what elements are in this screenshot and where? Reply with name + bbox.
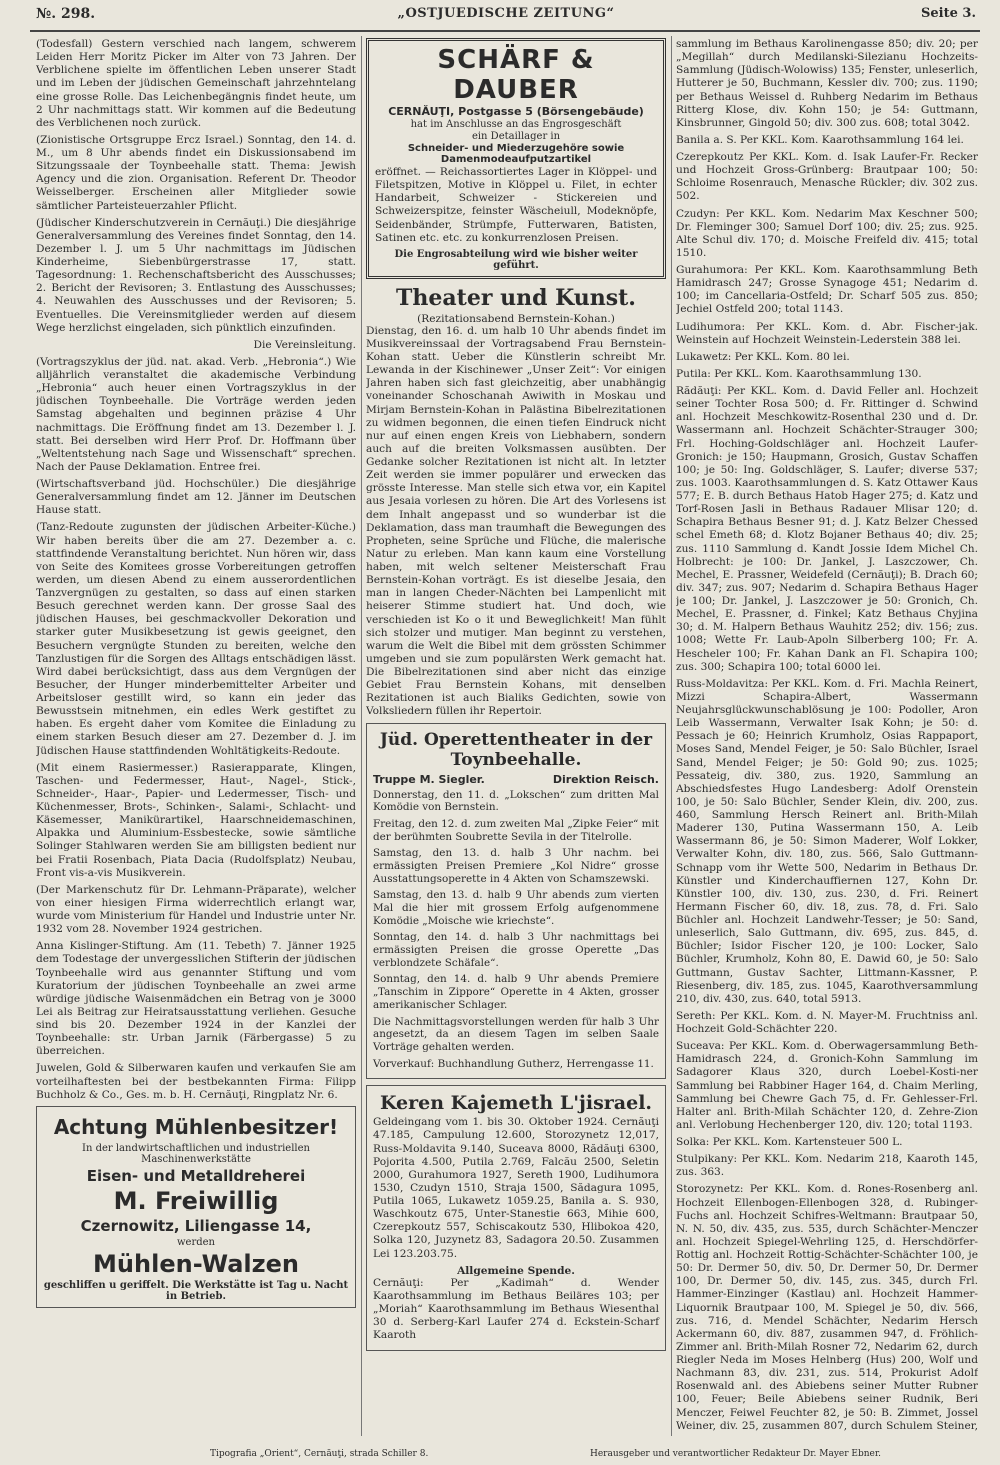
section-subtitle: Allgemeine Spende.	[457, 1264, 575, 1277]
ad-text: Schneider- und Miederzugehöre sowie Damenmodeaufputzartikel	[407, 143, 625, 165]
donation-entry: sammlung im Bethaus Karolinengasse 850; div. 20; per „Megillah“ durch Medilanski-Silezianu Hochzeits-Sammlung (Jüdisch-Wolowiss) 135; Fenster, unleserlich, Hutterer je 50, Buchmann, Kessler div. 700; zus. 1190; per Bethaus Weissel d. Ruhberg Nedarim im Bethaus Ritterg Klose, div. Kohn 150; je 54: Guttmann, Kinsbrunner, Gingold 50; div. 300 zus. 608; total 3042.	[676, 38, 978, 129]
ad-text: ein Detaillager in	[471, 131, 561, 142]
left-column	[36, 38, 356, 1433]
donation-entry: Rădăuţi: Per KKL. Kom. d. David Feller anl. Hochzeit seiner Tochter Rosa 500; d. Fr. Rittinger d. Schwind anl. Hochzeit Meschkowitz-Rosenthal 230 und d. Dr. Wassermann anl. Hochzeit Schächter-Strauger 300; Frl. Hoching-Goldschläger anl. Hochzeit Laufer-Gronich: je 150; Haupmann, Grosich, Gustav Schaffen 100; je 50: Ing. Goldschläger, S. Laufer; diverse 537; zus. 1003. Kaarothsammlungen d. S. Katz Ottawer Kaus 577; E. B. durch Bethaus Hatob Hager 275; d. Katz und Torf-Rosen Jasli in Bethaus Radauer Mlisar 120; d. Schapira Bethaus Besner 91; d. J. Katz Belzer Chessed schel Emeth 68; d. Klotz Bojaner Bethaus 40; div. 25; zus. 1110 Sammlung d. Kandt Jossie Idem Michel Ch. Holbrecht: je 100: Dr. Jankel, J. Laszczower, Ch. Mechel, E. Prassner, Weidefeld (Cernăuţi); B. Drach 60; div. 347; zus. 907; Nedarim d. Schapira Bethaus Hager je 100; Dr. Jankel, J. Laszczower je 50: Gronich, Ch. Mechel, E. Prassner, d. Finkel; Katz Bethaus Chyjina 30; d. M. Halpern Bethaus Wauhitz 252; div. 156; zus. 1008; Wette Fr. Laub-Apoln Silberberg 100; Fr. A. Hescheler 100; Fr. Kahan Dank an Fl. Schapira 100; zus. 300; Schapira 100; total 6000 lei.	[676, 385, 978, 673]
news-item: (Wirtschaftsverband jüd. Hochschüler.) Die diesjährige Generalversammlung findet am 12. Jänner im Deutschen Hause statt.	[36, 478, 356, 517]
section-title: Theater und Kunst.	[396, 284, 636, 311]
news-item: (Zionistische Ortsgruppe Ercz Israel.) Sonntag, den 14. d. M., um 8 Uhr abends findet ein Diskussionsabend im Sitzungssaale der Toynbeehalle statt. Thema: Jewish Agency und die zion. Organisation. Referent Dr. Theodor Weisselberger. Erscheinen aller Mitglieder sowie sämtlicher Parteisteuerzahler Pflicht.	[36, 133, 356, 212]
program-item: Vorverkauf: Buchhandlung Gutherz, Herrengasse 11.	[373, 1057, 654, 1070]
advertisement-scharf-dauber	[366, 38, 666, 279]
right-column	[676, 38, 978, 1433]
donation-entry: Russ-Moldavitza: Per KKL. Kom. d. Fri. Machla Reinert, Mizzi Schapira-Albert, Wassermann Neujahrsglückwunschablösung je 100: Podoller, Aron Leib Wassermann, Verwalter Isak Kohn; je 50: d. Pessach je 60; Heinrich Krumholz, Osias Rappaport, Moses Sand, Mendel Feiger, je 50: Salo Büchler, Israel Sand, Mendel Feiger; je 50: Gold 90; zus. 1025; Pessateig, div. 380, zus. 1920, Sammlung an Abschiedsfestes Hugo Landesberg: Adolf Orenstein 100, je 50: Salo Büchler, Sender Klein, div. 200, zus. 460, Sammlung Hersch Reinert anl. Brith-Milah Maderer 130, Putina Wassermann 150, A. Leib Wassermann 86, je 50: Simon Maderer, Wolf Lokker, Verwalter Kohn, div. 180, zus. 566, Salo Guttmann-Schnapp vom ihr Wette 500, Nedarim in Bethaus Dr. Künstler und Kinderchauffiernen 127, Kohn Dr. Künstler 100, div. 130, zus. 230, d. Fri. Reinert Hermann Fischer 60, div. 18, zus. 78, d. Fri. Salo Büchler anl. Hochzeit Landwehr-Tesser; je 50: Sand, unleserlich, Salo Guttmann, div. 695, zus. 845, d. Büchler; Isidor Fischer 120, je 100: Locker, Salo Büchler, Krumholz, Kohn 80, E. Dawid 60, je 50: Salo Guttmann, Gustav Sachter, Littmann-Kassner, P. Riesenberg, div. 185, zus. 1045, Kaarothversammlung 210, div. 430, zus. 640, total 5913.	[676, 677, 978, 1005]
donation-entry: Putila: Per KKL. Kom. Kaarothsammlung 130.	[676, 367, 922, 380]
page-header	[36, 6, 976, 28]
ad-product: Mühlen-Walzen	[93, 1249, 299, 1278]
ad-address: Czernowitz, Liliengasse 14,	[80, 1216, 312, 1235]
donation-list: Cernăuţi: Per „Kadimah“ d. Wender Kaarothsammlung im Bethaus Beiläres 103; per „Moriah“ Kaarothsammlung im Bethaus Wiesenthal 30 d. Serberg-Karl Laufer 274 d. Eckstein-Scharf Kaaroth	[373, 1276, 659, 1342]
donation-list: Geldeingang vom 1. bis 30. Oktober 1924. Cernăuţi 47.185, Campulung 12.600, Storozynetz 12,017, Russ-Moldavita 9.140, Suceava 8000, Rădăuţi 6300, Pojorita 4.500, Putila 2.769, Falcău 2500, Seletin 2000, Gurahumora 1927, Sereth 1900, Ludihumora 1530, Czudyn 1510, Straja 1500, Sădagura 1095, Putila 1065, Lukawetz 1059.25, Banila a. S. 930, Waschkoutz 675, Unter-Stanestie 663, Mihie 600, Czerepkoutz 557, Schiscakoutz 530, Hlibokoa 420, Solka 120, Juzynetz 83, Sadagora 20.50. Zusammen Lei 123.203.75.	[373, 1116, 659, 1260]
issue-number: №. 298.	[36, 6, 96, 22]
advertisement-freiwillig	[36, 1106, 356, 1308]
program-item: Die Nachmittagsvorstellungen werden für halb 3 Uhr angesetzt, da an diesem Tagen im selben Saale Vorträge gehalten werden.	[373, 1015, 659, 1053]
section-subtitle: (Rezitationsabend Bernstein-Kohan.)	[417, 312, 615, 325]
ad-company-name: SCHÄRF & DAUBER	[437, 45, 595, 105]
donation-entry: Storozynetz: Per KKL. Kom. d. Rones-Rosenberg anl. Hochzeit Ellenbogen-Ellenbogen 328, d. Rubinger-Fuchs anl. Hochzeit Schifres-Weltmann: Brautpaar 50, N. N. 50, div. 435, zus. 535, durch Schächter-Menczer anl. Hochzeit Spiegel-Wehrling 125, d. Herschdörfer-Rottig anl. Hochzeit Rottig-Schächter-Schächter 100, je 50: Dr. Dermer 50, div. 50, Dr. Dermer 50, Dr. Dermer 100, Dr. Dermer 50, div. 145, zus. 345, durch Frl. Hammer-Einzinger (Kastlau) anl. Hochzeit Hammer-Liquornik Brautpaar 100, M. Spiegel je 50, div. 566, zus. 716, d. Mendel Schächter, Nedarim Hersch Ackermann 60, div. 887, zusammen 947, d. Fröhlich-Zimmer anl. Brith-Milah Rosner 72, Nedarim 62, durch Riegler Neda im Moses Helnberg (Hus) 200, Wolf und Nachmann 83, div. 231, zus. 514, Prokurist Adolf Rosenwald anl. des Abiebens seiner Mutter Rubner 100, Feuer; Beile Abiebens seiner Rudnik, Beri Menczer, Feiwel Feuchter 82, je 50: B. Zimmet, Jossel Weiner, div. 25, zusammen 807, durch Schulem Steiner,	[676, 1183, 978, 1432]
donation-entry: Solka: Per KKL. Kom. Kartensteuer 500 L.	[676, 1136, 903, 1148]
ad-address: CERNĂUŢI, Postgasse 5 (Börsengebäude)	[388, 105, 644, 118]
ad-text: werden	[176, 1236, 216, 1248]
header-rule	[30, 30, 980, 32]
ad-text: geschliffen u geriffelt. Die Werkstätte ist Tag u. Nacht in Betrieb.	[43, 1279, 349, 1302]
ad-body: eröffnet. — Reichassortiertes Lager in Klöppel- und Filetspitzen, Motive in Klöppel u. Filet, in echter Handarbeit, Schweizer - Stickereien und Schweizerspitze, feinster Wäscheiull, Modeknöpfe, Seidenbänder, Strümpfe, Futterwaren, Batisten, Satinen etc. etc. zu konkurrenzlosen Preisen.	[375, 166, 657, 244]
direction-name: Direktion Reisch.	[552, 772, 659, 786]
news-item: (Tanz-Redoute zugunsten der jüdischen Arbeiter-Küche.) Wir haben bereits über die am 27. Dezember a. c. stattfindende Veranstaltung berichtet. Nun hören wir, dass von Seite des Komitees grosse Vorbereitungen getroffen werden, um diesen Abend zu einem ausserordentlichen Tanzvergnügen zu gestalten, so dass auf einen starken Besuch gerechnet werden kann. Der grosse Saal des jüdischen Hauses, bei geschmackvoller Dekoration und starker guter Musikbesetzung ist gewis geeignet, den Besuchern vergnügte Stunden zu bereiten, welche den Tanzlustigen für die Sorgen des Alltags entschädigen lässt. Wird dabei berücksichtigt, dass aus dem Vergnügen der Besucher, der Hunger minderbemittelter Arbeiter und Arbeitsloser gestillt wird, so kann ein jeder das Bewusstsein mitnehmen, ein edles Werk gestiftet zu haben. Es ergeht daher vom Komitee die Einladung zu einem starken Besuch dieser am 27. Dezember d. J. im Jüdischen Hause stattfindenden Wohltätigkeits-Redoute.	[36, 521, 356, 757]
program-item: Samstag, den 13. d. halb 3 Uhr nachm. bei ermässigten Preisen Premiere „Kol Nidre“ grosse Ausstattungsoperette in 4 Akten von Schamszewski.	[373, 847, 659, 885]
news-item: (Der Markenschutz für Dr. Lehmann-Präparate), welcher von einer hiesigen Firma widerrechtlich erlangt war, wurde vom Ministerium für Handel und Industrie unter Nr. 1932 vom 28. November 1924 gestrichen.	[36, 883, 356, 936]
troupe-name: Truppe M. Siegler.	[373, 772, 485, 786]
article-body: Dienstag, den 16. d. um halb 10 Uhr abends findet im Musikvereinssaal der Vortragsabend Frau Bernstein-Kohan statt. Ueber die Künstlerin schreibt Mr. Lewanda in der Kischinewer „Unser Zeit“: Vor einigen Jahren haben sich fast gleichzeitig, aber unabhängig voneinander Schoschanah Awiwith in Moskau und Mirjam Bernstein-Kohan in Palästina Bibelrezitationen zu widmen begonnen, die einen tiefen Eindruck nicht nur auf einen engen Kreis von Liebhabern, sondern auch auf die breiten Volksmassen ausübten. Der Gedanke solcher Rezitationen ist nicht alt. In letzter Zeit werden sie immer populärer und erwecken das grösste Interesse. Man stelle sich etwa vor, ein Kapitel aus Jesaia vorlesen zu hören. Die Art des Vorlesens ist dem Inhalt angepasst und so wunderbar ist die Deklamation, dass man traumhaft die Bewegungen des Propheten, seine Sprüche und Flüche, die malerische Natur zu erleben. Man kann kaum eine Vorstellung haben, mit welch seltener Meisterschaft Frau Bernstein-Kohan vorträgt. Es ist dieselbe Jesaia, den man in langen Cheder-Nächten bei Lampenlicht mit heiserer Stimme studiert hat. Und doch, wie verschieden ist Ko o it und Beweglichkeit! Man fühlt sich stolzer und mutiger. Man beginnt zu verstehen, warum die Welt die Bibel mit dem grössten Schimmer umgeben und sie zum populärsten Werk gemacht hat. Die Bibelrezitationen sind aber nicht das einzige Gebiet Frau Bernstein Kohans, mit denselben Rezitationen ist auch Bialiks Gedichten, sowie von Volksliedern füllen ihr Repertoir.	[366, 324, 666, 718]
program-item: Sonntag, den 14. d. halb 3 Uhr nachmittags bei ermässigten Preisen die grosse Operette „Das verblondzete Schäfale“.	[373, 931, 659, 969]
news-signature: Die Vereinsleitung.	[253, 338, 356, 351]
donation-entry: Gurahumora: Per KKL. Kom. Kaarothsammlung Beth Hamidrasch 247; Grosse Synagoge 451; Nedarim d. 100; im Cancellaria-Ostfeld; Dr. Scharf 505 zus. 850; Jechiel Ostfeld 200; total 1143.	[676, 264, 978, 316]
ad-text: Eisen- und Metalldreherei	[86, 1166, 306, 1185]
news-item: Juwelen, Gold & Silberwaren kaufen und verkaufen Sie am vorteilhaftesten bei der bestbekannten Firma: Filipp Buchholz & Co., Ges. m. b. H. Cernăuţi, Ringplatz Nr. 6.	[36, 1062, 356, 1101]
ad-title: Achtung Mühlenbesitzer!	[53, 1114, 339, 1139]
ad-text: hat im Anschlusse an das Engrosgeschäft	[410, 119, 622, 130]
news-item: (Jüdischer Kinderschutzverein in Cernăuţi.) Die diesjährige Generalversammlung des Vereines findet Sonntag, den 14. Dezember l. J. um 5 Uhr nachmittags im Jüdischen Kinderheime, Siebenbürgerstrasse 17, statt. Tagesordnung: 1. Rechenschaftsbericht des Ausschusses; 2. Bericht der Revisoren; 3. Entlastung des Ausschusses; 4. Neuwahlen des Ausschusses und der Revisoren; 5. Eventuelles. Die Vereinsmitglieder werden auf diesem Wege herzlichst eingeladen, sich pünktlich einzufinden.	[36, 216, 356, 334]
operette-program	[366, 723, 666, 1080]
section-title: Keren Kajemeth L'jisrael.	[379, 1092, 653, 1115]
donation-entry: Ludihumora: Per KKL. Kom. d. Abr. Fischer-jak. Weinstein auf Hochzeit Weinstein-Lederstein 388 lei.	[676, 320, 978, 346]
news-item: (Todesfall) Gestern verschied nach langem, schwerem Leiden Herr Moritz Picker im Alter von 73 Jahren. Der Verblichene spielte im öffentlichen Leben unserer Stadt und im Leben der jüdischen Gemeinschaft jahrzehntelang eine grosse Rolle. Das Leichenbegängnis findet heute, um 2 Uhr nachmittags statt. Wir kommen auf die Bedeutung des Verblichenen noch zurück.	[36, 38, 356, 129]
donation-entry: Sereth: Per KKL. Kom. d. N. Mayer-M. Fruchtniss anl. Hochzeit Gold-Schächter 220.	[676, 1009, 978, 1035]
ad-text: In der landwirtschaftlichen und industriellen Maschinenwerkstätte	[82, 1142, 310, 1165]
donation-entry: Banila a. S. Per KKL. Kom. Kaarothsammlung 164 lei.	[676, 133, 964, 146]
program-item: Sonntag, den 14. d. halb 9 Uhr abends Premiere „Tanschim in Zippore“ Operette in 4 Akten, grosser amerikanischer Schlager.	[373, 973, 659, 1011]
column-divider	[671, 36, 672, 1436]
ad-company-name: M. Freiwillig	[113, 1186, 279, 1215]
news-item: (Vortragszyklus der jüd. nat. akad. Verb. „Hebronia“.) Wie alljährlich veranstaltet die akademische Verbindung „Hebronia“ auch heuer einen Vortragszyklus in der jüdischen Toynbeehalle. Die Vorträge werden jeden Samstag abgehalten und beginnen präzise 4 Uhr nachmittags. Die Eröffnung findet am 13. Dezember l. J. statt. Bei derselben wird Herr Prof. Dr. Hoffmann über „Weltentstehung nach Sage und Wissenschaft“ sprechen. Nach der Pause Deklamation. Entree frei.	[36, 355, 356, 473]
program-item: Donnerstag, den 11. d. „Lokschen“ zum dritten Mal Komödie von Bernstein.	[373, 788, 659, 814]
news-item: Anna Kislinger-Stiftung. Am (11. Tebeth) 7. Jänner 1925 dem Todestage der unvergesslichen Stifterin der jüdischen Toynbeehalle wird aus genannter Stiftung und vom Kuratorium der jüdischen Toynbeehalle an zwei arme würdige jüdische Waisenmädchen ein Betrag von je 3000 Lei als Beitrag zur Heiratsausstattung verliehen. Gesuche sind bis 20. Dezember 1924 in der Kanzlei der Toynbeehalle: str. Urban Jarnik (Färbergasse) 5 zu überreichen.	[36, 940, 356, 1058]
printer-line: Tipografia „Orient“, Cernăuţi, strada Schiller 8.	[210, 1449, 429, 1459]
donation-entry: Suceava: Per KKL. Kom. d. Oberwagersammlung Beth-Hamidrasch 224, d. Gronich-Kohn Sammlung im Sadagorer Klaus 320, durch Loebel-Kosti-ner Sammlung bei Rabbiner Hager 164, d. Chaim Merling, Sammlung bei Chewre Gach 75, d. Fr. Gehlesser-Frl. Halter anl. Brith-Milah Schächter 120, d. Zehre-Zion anl. Verlobung Hechenberger 120, div. 120; total 1193.	[676, 1040, 978, 1131]
program-item: Samstag, den 13. d. halb 9 Uhr abends zum vierten Mal die hier mit grossem Erfolg aufgenommene Komödie „Moische wie kriechste“.	[373, 889, 659, 927]
keren-kajemeth-box	[366, 1085, 666, 1351]
donation-entry: Lukawetz: Per KKL. Kom. 80 lei.	[676, 350, 850, 363]
donation-entry: Czerepkoutz Per KKL. Kom. d. Isak Laufer-Fr. Recker und Hochzeit Gross-Grünberg: Brautpaar 100; 50: Schloime Rosenrauch, Menasche Rückler; div. 302 zus. 502.	[676, 151, 978, 203]
program-title: Jüd. Operettentheater in der Toynbeehalle.	[379, 729, 653, 770]
newspaper-title: „OSTJUEDISCHE ZEITUNG“	[397, 6, 615, 21]
donation-entry: Czudyn: Per KKL. Kom. Nedarim Max Keschner 500; Dr. Fleminger 300; Samuel Dorf 100; div. 25; zus. 925. Alte Schul div. 170; d. Moische Freifeld div. 415; total 1510.	[676, 207, 978, 259]
middle-column	[366, 38, 666, 1433]
program-item: Freitag, den 12. d. zum zweiten Mal „Zipke Feier“ mit der berühmten Soubrette Sevila in der Titelrolle.	[373, 817, 659, 843]
page-number: Seite 3.	[921, 6, 976, 21]
ad-text: Die Engrosabteilung wird wie bisher weiter geführt.	[394, 248, 638, 271]
column-divider	[361, 36, 362, 1436]
program-troupe-row	[373, 773, 659, 786]
news-item: (Mit einem Rasiermesser.) Rasierapparate, Klingen, Taschen- und Federmesser, Haut-, Nagel-, Stick-, Schneider-, Haar-, Papier- und Ledermesser, Tisch- und Küchenmesser, Brots-, Schinken-, Salami-, Schlacht- und Käsemesser, Manikürartikel, Haarschneidemaschinen, Alpakka und Aluminium-Essbestecke, sowie sämtliche Solinger Stahlwaren werden Sie am billigsten bedient nur bei Fratii Rosenbach, Piata Dacia (Rudolfsplatz) Neubau, Front vis-a-vis Musikverein.	[36, 761, 356, 879]
editor-line: Herausgeber und verantwortlicher Redakteur Dr. Mayer Ebner.	[590, 1449, 882, 1459]
donation-entry: Stulpikany: Per KKL. Kom. Nedarim 218, Kaaroth 145, zus. 363.	[676, 1153, 978, 1179]
